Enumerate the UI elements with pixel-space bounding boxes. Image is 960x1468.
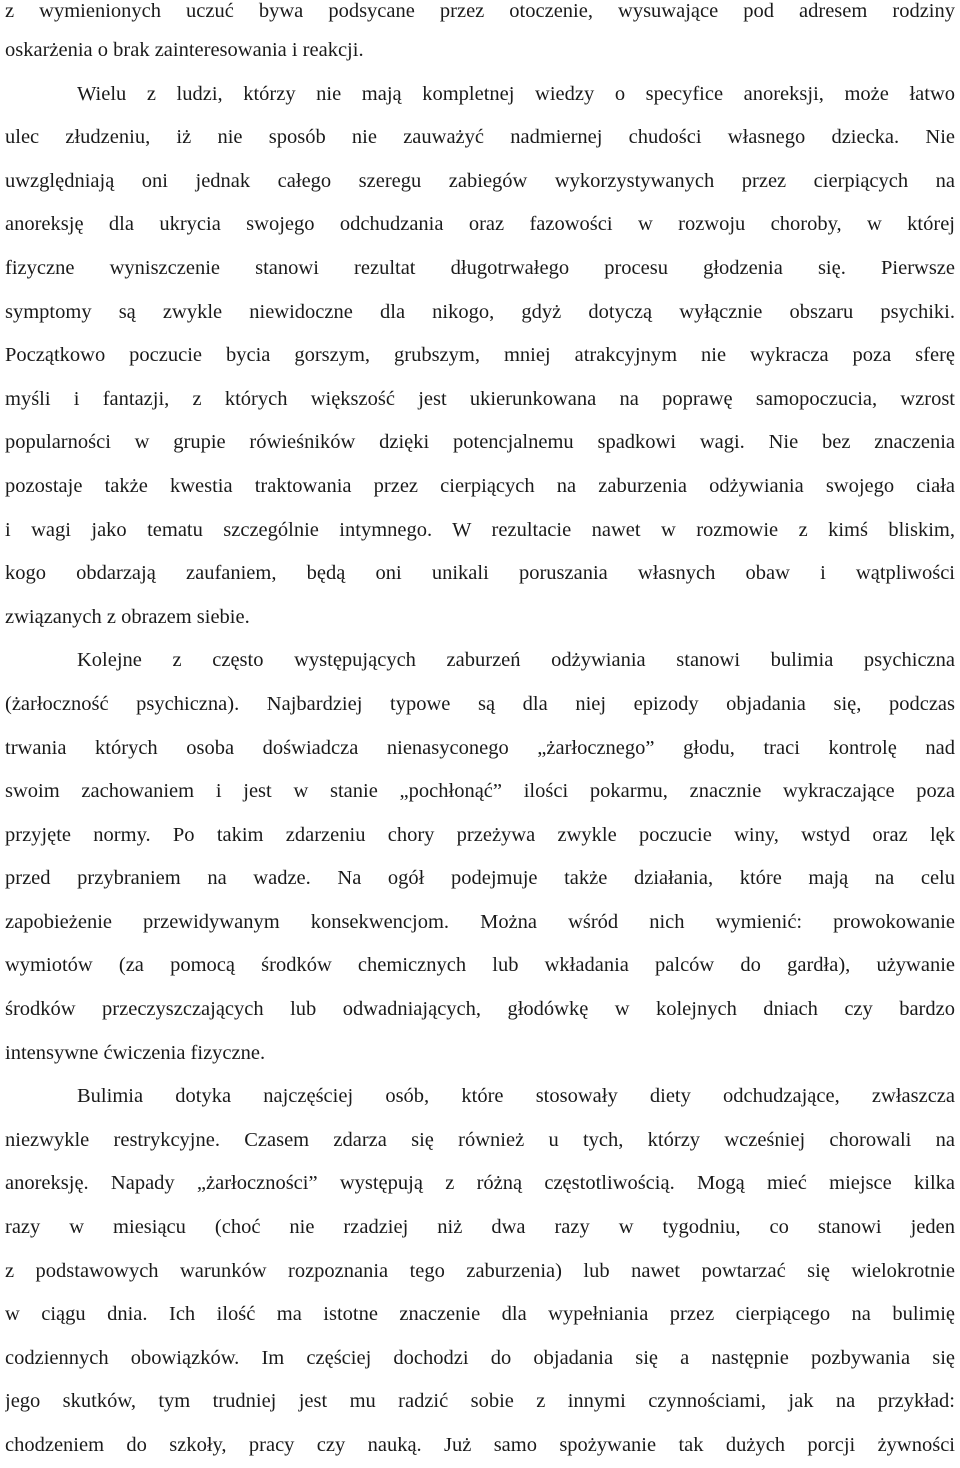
text-line: uwzględniają oni jednak całego szeregu zabiegów wykorzystywanych przez cierpiących na bbox=[5, 169, 955, 192]
text-line: fizyczne wyniszczenie stanowi rezultat długotrwałego procesu głodzenia się. Pierwsze bbox=[5, 256, 955, 279]
text-line: związanych z obrazem siebie. bbox=[5, 605, 250, 628]
text-line: z wymienionych uczuć bywa podsycane przez otoczenie, wysuwające pod adresem rodziny bbox=[5, 0, 955, 22]
text-line: trwania których osoba doświadcza nienasyconego „żarłocznego” głodu, traci kontrolę nad bbox=[5, 736, 955, 759]
text-line: kogo obdarzają zaufaniem, będą oni unikali poruszania własnych obaw i wątpliwości bbox=[5, 562, 955, 585]
text-line: chodzeniem do szkoły, pracy czy nauką. Już samo spożywanie tak dużych porcji żywności bbox=[5, 1434, 955, 1456]
text-line: przyjęte normy. Po takim zdarzeniu chory przeżywa zwykle poczucie winy, wstyd oraz lęk bbox=[5, 823, 955, 846]
text-line: i wagi jako tematu szczególnie intymnego. W rezultacie nawet w rozmowie z kimś bliskim, bbox=[5, 518, 955, 541]
text-line: symptomy są zwykle niewidoczne dla nikogo, gdyż dotyczą wyłącznie obszaru psychiki. bbox=[5, 300, 955, 323]
text-line: intensywne ćwiczenia fizyczne. bbox=[5, 1041, 266, 1064]
text-line: jego skutków, tym trudniej jest mu radzić sobie z innymi czynnościami, jak na przykład: bbox=[5, 1390, 955, 1413]
text-line: razy w miesiącu (choć nie rzadziej niż dwa razy w tygodniu, co stanowi jeden bbox=[5, 1216, 955, 1239]
text-line: anoreksję. Napady „żarłoczności” występują z różną częstotliwością. Mogą mieć miejsce kilka bbox=[5, 1172, 955, 1195]
text-line: przed przybraniem na wadze. Na ogół podejmuje także działania, które mają na celu bbox=[5, 867, 955, 890]
text-line: w ciągu dnia. Ich ilość ma istotne znaczenie dla wypełniania przez cierpiącego na bulimię bbox=[5, 1303, 955, 1326]
text-line: Kolejne z często występujących zaburzeń odżywiania stanowi bulimia psychiczna bbox=[77, 649, 955, 672]
text-line: Wielu z ludzi, którzy nie mają kompletnej wiedzy o specyfice anoreksji, może łatwo bbox=[77, 82, 955, 105]
text-line: oskarżenia o brak zainteresowania i reakcji. bbox=[5, 39, 364, 61]
text-line: swoim zachowaniem i jest w stanie „pochłonąć” ilości pokarmu, znacznie wykraczające poza bbox=[5, 780, 955, 803]
text-line: ulec złudzeniu, iż nie sposób nie zauważyć nadmiernej chudości własnego dziecka. Nie bbox=[5, 126, 955, 149]
text-line: (żarłoczność psychiczna). Najbardziej typowe są dla niej epizody objadania się, podczas bbox=[5, 692, 955, 715]
text-line: niezwykle restrykcyjne. Czasem zdarza się również u tych, którzy wcześniej chorowali na bbox=[5, 1128, 955, 1151]
text-line: myśli i fantazji, z których większość jest ukierunkowana na poprawę samopoczucia, wzrost bbox=[5, 387, 955, 410]
text-line: codziennych obowiązków. Im częściej dochodzi do objadania się a następnie pozbywania się bbox=[5, 1346, 955, 1369]
text-line: z podstawowych warunków rozpoznania tego zaburzenia) lub nawet powtarzać się wielokrotnie bbox=[5, 1259, 955, 1282]
text-line: zapobieżenie przewidywanym konsekwencjom. Można wśród nich wymienić: prowokowanie bbox=[5, 910, 955, 933]
text-line: popularności w grupie rówieśników dzięki potencjalnemu spadkowi wagi. Nie bez znaczenia bbox=[5, 431, 955, 454]
text-line: Początkowo poczucie bycia gorszym, grubszym, mniej atrakcyjnym nie wykracza poza sferę bbox=[5, 344, 955, 367]
text-line: wymiotów (za pomocą środków chemicznych lub wkładania palców do gardła), używanie bbox=[5, 954, 955, 977]
text-line: pozostaje także kwestia traktowania przez cierpiących na zaburzenia odżywiania swojego ciała bbox=[5, 474, 955, 497]
text-line: Bulimia dotyka najczęściej osób, które stosowały diety odchudzające, zwłaszcza bbox=[77, 1085, 955, 1108]
text-line: środków przeczyszczających lub odwadniających, głodówkę w kolejnych dniach czy bardzo bbox=[5, 998, 955, 1021]
text-line: anoreksję dla ukrycia swojego odchudzania oraz fazowości w rozwoju choroby, w której bbox=[5, 213, 955, 236]
